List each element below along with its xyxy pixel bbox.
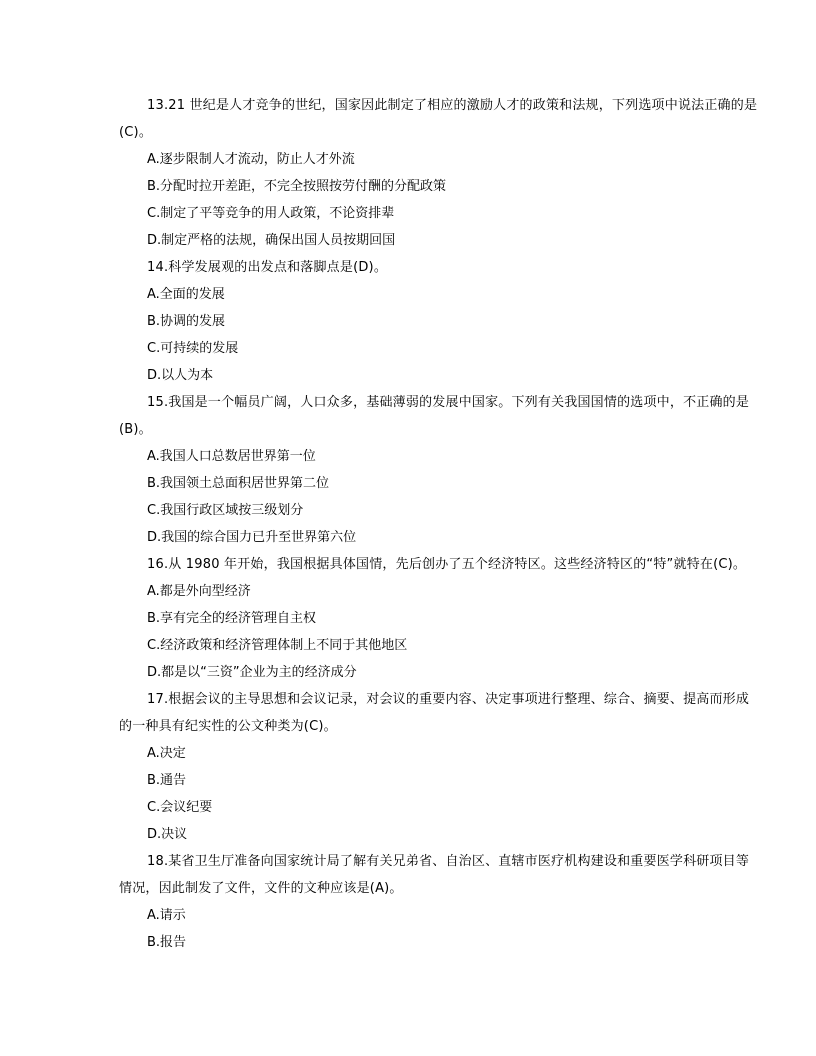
question-stem-line: (B)。 <box>119 422 152 437</box>
option-c: C.我国行政区域按三级划分 <box>147 503 304 518</box>
option-b: B.报告 <box>147 935 187 950</box>
question-stem-line: 18.某省卫生厅准备向国家统计局了解有关兄弟省、自治区、直辖市医疗机构建设和重要医学科研项目等 <box>147 854 750 869</box>
question-stem-line: 13.21 世纪是人才竞争的世纪，国家因此制定了相应的激励人才的政策和法规，下列选项中说法正确的是 <box>147 98 758 113</box>
option-a: A.都是外向型经济 <box>147 584 251 599</box>
question-17 <box>119 686 789 848</box>
option-a: A.请示 <box>147 908 186 923</box>
question-list <box>119 92 789 956</box>
question-13 <box>119 92 789 254</box>
option-a: A.我国人口总数居世界第一位 <box>147 449 316 464</box>
option-c: C.可持续的发展 <box>147 341 239 356</box>
option-d: D.决议 <box>147 827 188 842</box>
question-stem-line: 16.从 1980 年开始，我国根据具体国情，先后创办了五个经济特区。这些经济特区的“特”就特在(C)。 <box>147 557 747 572</box>
option-c: C.经济政策和经济管理体制上不同于其他地区 <box>147 638 408 653</box>
question-stem-line: 14.科学发展观的出发点和落脚点是(D)。 <box>147 260 388 275</box>
option-b: B.我国领土总面积居世界第二位 <box>147 476 330 491</box>
option-c: C.会议纪要 <box>147 800 213 815</box>
option-a: A.全面的发展 <box>147 287 225 302</box>
option-b: B.通告 <box>147 773 187 788</box>
question-15 <box>119 389 789 551</box>
option-b: B.享有完全的经济管理自主权 <box>147 611 317 626</box>
option-d: D.都是以“三资”企业为主的经济成分 <box>147 665 357 680</box>
question-stem-line: 15.我国是一个幅员广阔，人口众多，基础薄弱的发展中国家。下列有关我国国情的选项中，不正确的是 <box>147 395 750 410</box>
question-stem-line: (C)。 <box>119 125 153 140</box>
question-stem-line: 的一种具有纪实性的公文种类为(C)。 <box>119 719 337 734</box>
question-14 <box>119 254 789 389</box>
option-b: B.协调的发展 <box>147 314 226 329</box>
option-d: D.我国的综合国力已升至世界第六位 <box>147 530 357 545</box>
question-stem-line: 情况，因此制发了文件，文件的文种应该是(A)。 <box>119 881 403 896</box>
option-c: C.制定了平等竞争的用人政策，不论资排辈 <box>147 206 395 221</box>
option-d: D.制定严格的法规，确保出国人员按期回国 <box>147 233 396 248</box>
option-a: A.逐步限制人才流动，防止人才外流 <box>147 152 355 167</box>
question-stem-line: 17.根据会议的主导思想和会议记录，对会议的重要内容、决定事项进行整理、综合、摘要、提高而形成 <box>147 692 750 707</box>
question-16 <box>119 551 789 686</box>
option-b: B.分配时拉开差距，不完全按照按劳付酬的分配政策 <box>147 179 447 194</box>
question-18 <box>119 848 789 956</box>
option-a: A.决定 <box>147 746 186 761</box>
option-d: D.以人为本 <box>147 368 214 383</box>
